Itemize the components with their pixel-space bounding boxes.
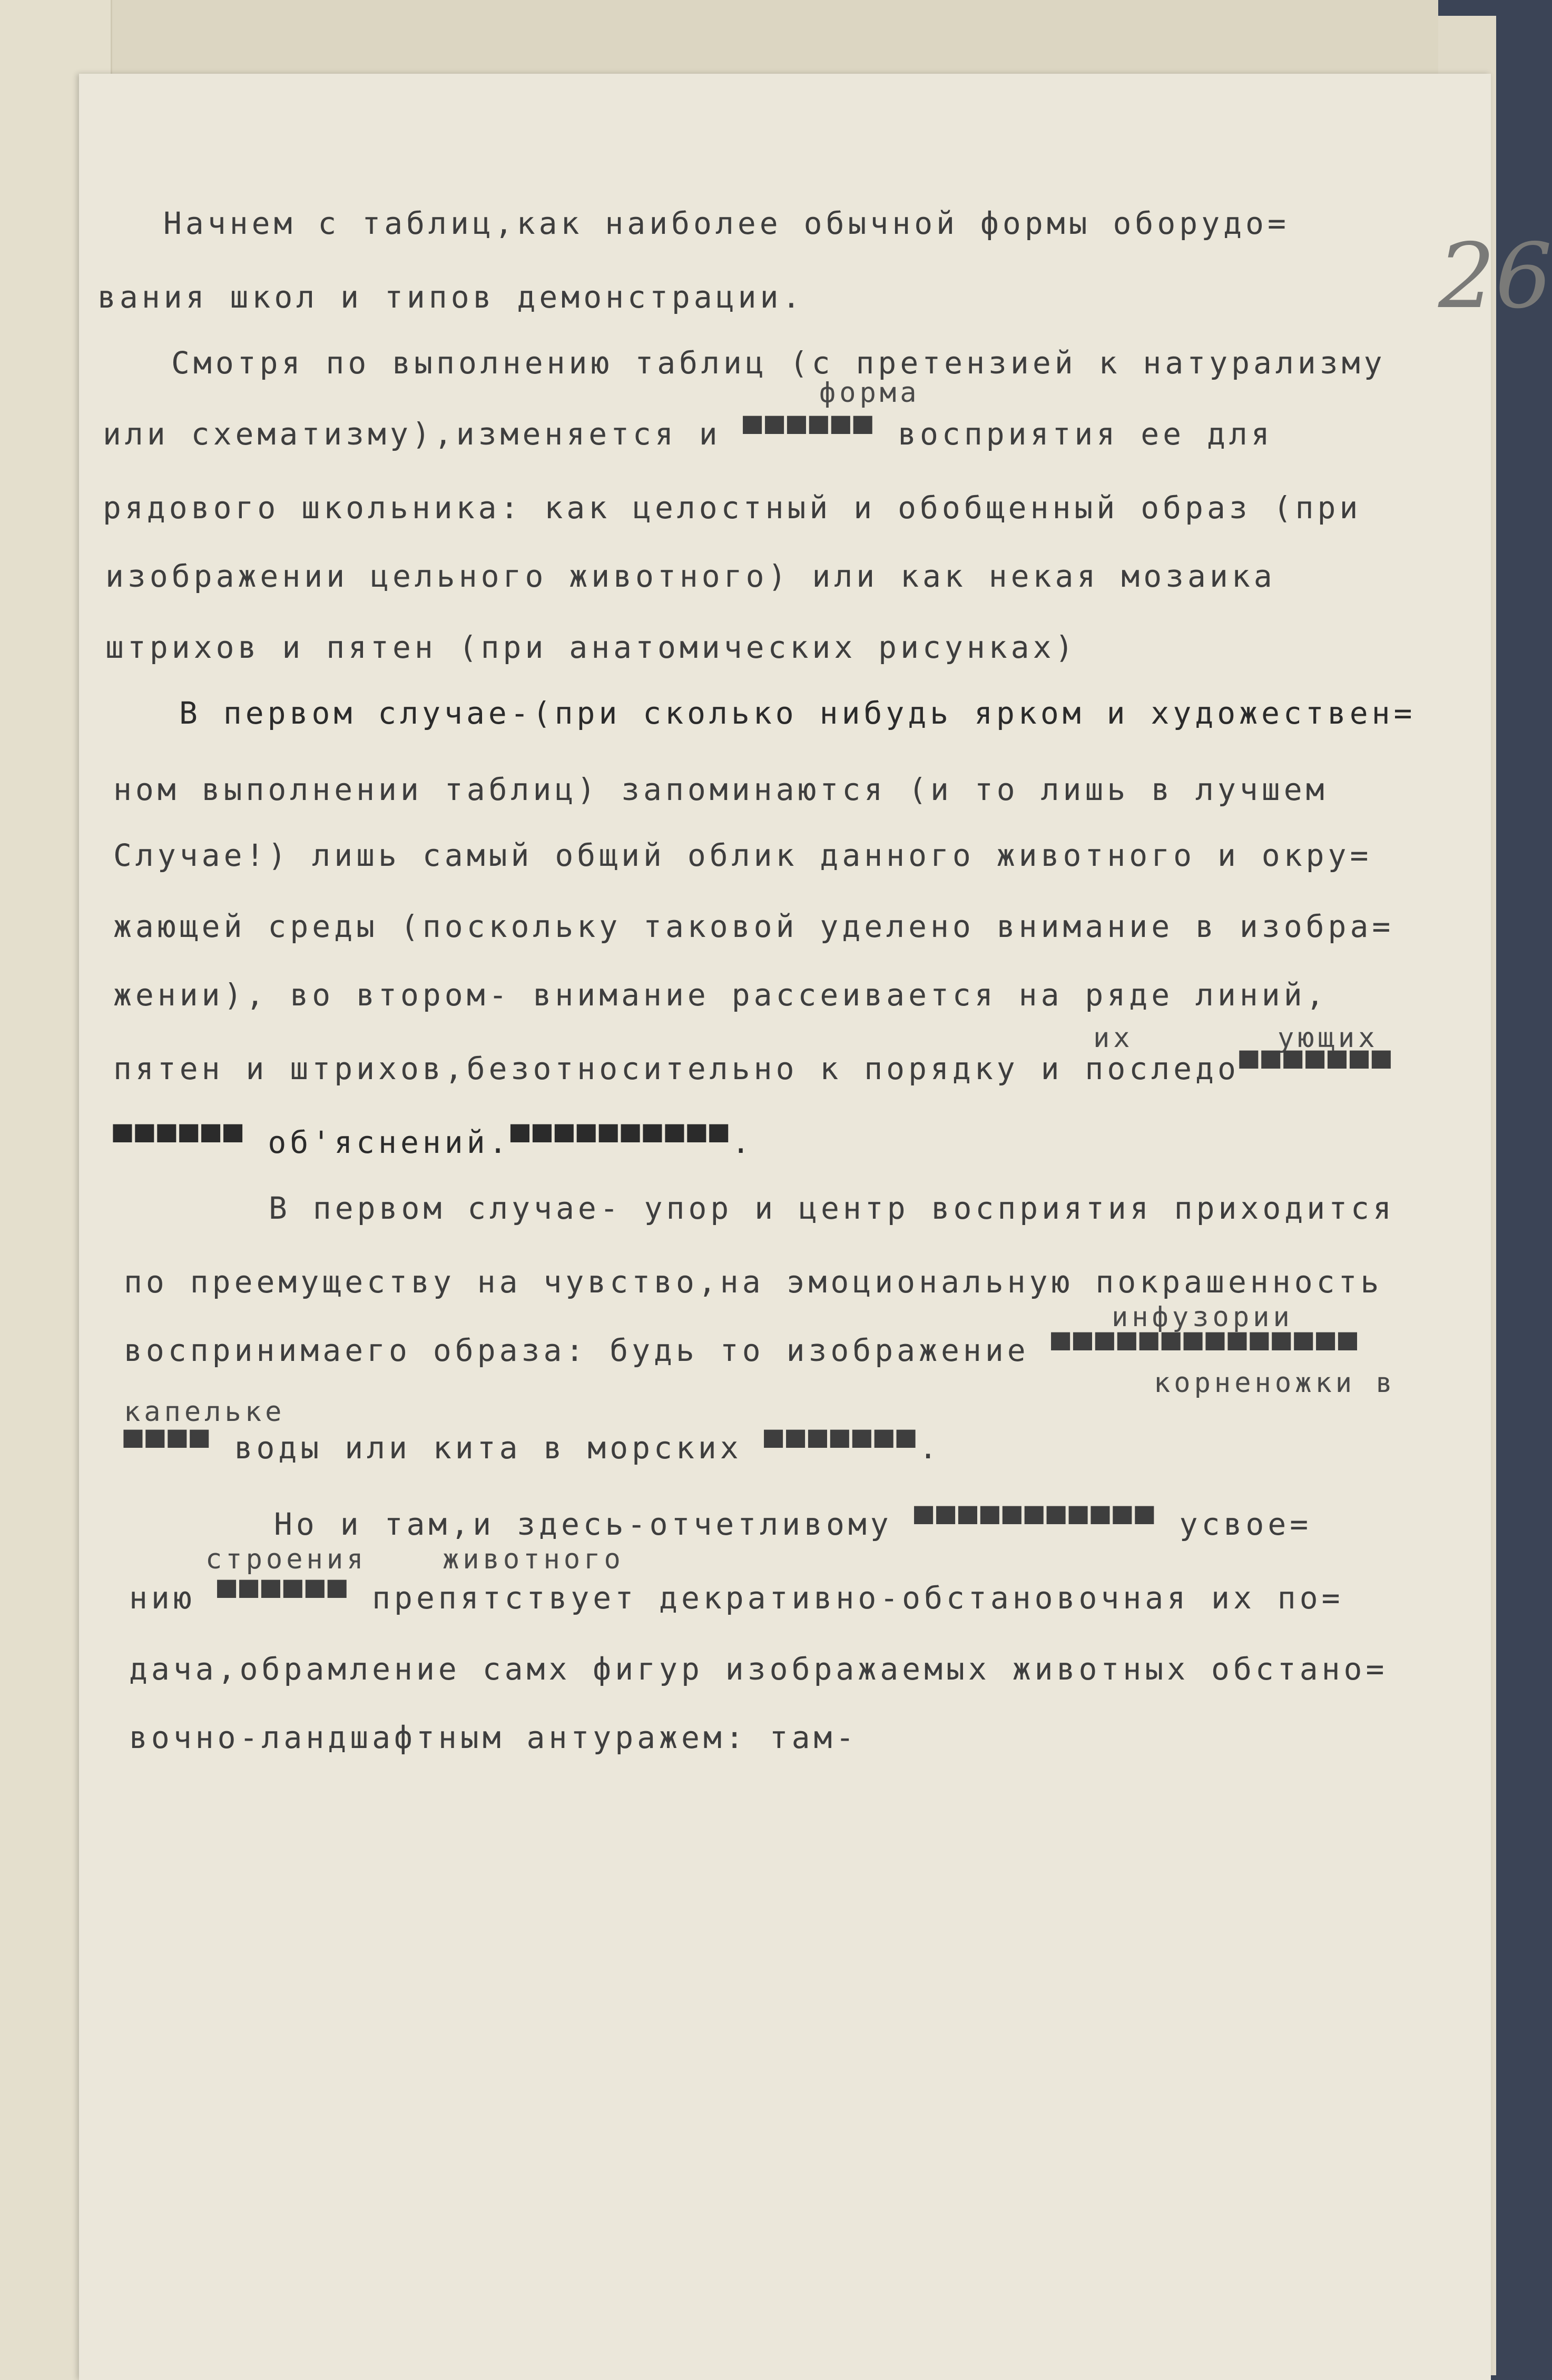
text-line-3: Смотря по выполнению таблиц (с претензией к натурализму [171,345,1386,381]
text-line-18: ▀▀▀▀ воды или кита в морских ▀▀▀▀▀▀▀. [124,1430,941,1466]
text-line-17: воспринимаего образа: будь то изображение ▀▀▀▀▀▀▀▀▀▀▀▀▀▀ [124,1332,1361,1368]
text-line-19: Но и там,и здесь-отчетливому ▀▀▀▀▀▀▀▀▀▀▀ усвое= [274,1506,1312,1542]
text-line-10: Случае!) лишь самый общий облик данного животного и окру= [113,837,1372,873]
text-line-13: пятен и штрихов,безотносительно к порядку и последо▀▀▀▀▀▀▀ [113,1051,1394,1087]
text-line-14: ▀▀▀▀▀▀ об'яснений.▀▀▀▀▀▀▀▀▀▀. [113,1124,754,1160]
text-line-8: В первом случае-(при сколько нибудь ярком и художествен= [179,695,1416,731]
text-line-4: или схематизму),изменяется и ▀▀▀▀▀▀ восприятия ее для [103,416,1273,452]
insertion-zhivotnogo: животного [443,1544,624,1575]
text-line-21: дача,обрамление самх фигур изображаемых животных обстано= [129,1651,1388,1687]
text-line-12: жении), во втором- внимание рассеивается на ряде линий, [113,977,1328,1013]
insertion-infuzorii: инфузории [1112,1301,1293,1333]
text-line-2: вания школ и типов демонстрации. [97,279,804,315]
text-line-20: нию ▀▀▀▀▀▀ препятствует декративно-обстановочная их по= [129,1580,1344,1616]
text-line-15: В первом случае- упор и центр восприятия приходится [269,1190,1395,1226]
text-line-9: ном выполнении таблиц) запоминаются (и то лишь в лучшем [113,772,1328,807]
text-line-6: изображении цельного животного) или как некая мозаика [105,558,1276,594]
text-line-5: рядового школьника: как целостный и обобщенный образ (при [103,490,1362,526]
page-number: 26 [1438,224,1552,329]
insertion-kapelke: капельке [124,1396,286,1428]
insertion-uyushchikh: ующих [1278,1022,1379,1054]
text-line-22: вочно-ландшафтным антуражем: там- [129,1720,858,1755]
insertion-kornenozhki: корненожки в [1154,1367,1396,1399]
text-line-16: по преемуществу на чувство,на эмоциональную покрашенность [124,1264,1383,1300]
document-page [79,74,1552,2380]
insertion-stroeniya: строения [205,1544,367,1575]
text-line-1: Начнем с таблиц,как наиболее обычной формы оборудо= [163,205,1290,241]
insertion-forma: форма [819,377,920,409]
insertion-ikh: их [1093,1022,1134,1054]
text-line-7: штрихов и пятен (при анатомических рисунках) [105,629,1077,665]
text-line-11: жающей среды (поскольку таковой уделено внимание в изобра= [113,908,1394,944]
